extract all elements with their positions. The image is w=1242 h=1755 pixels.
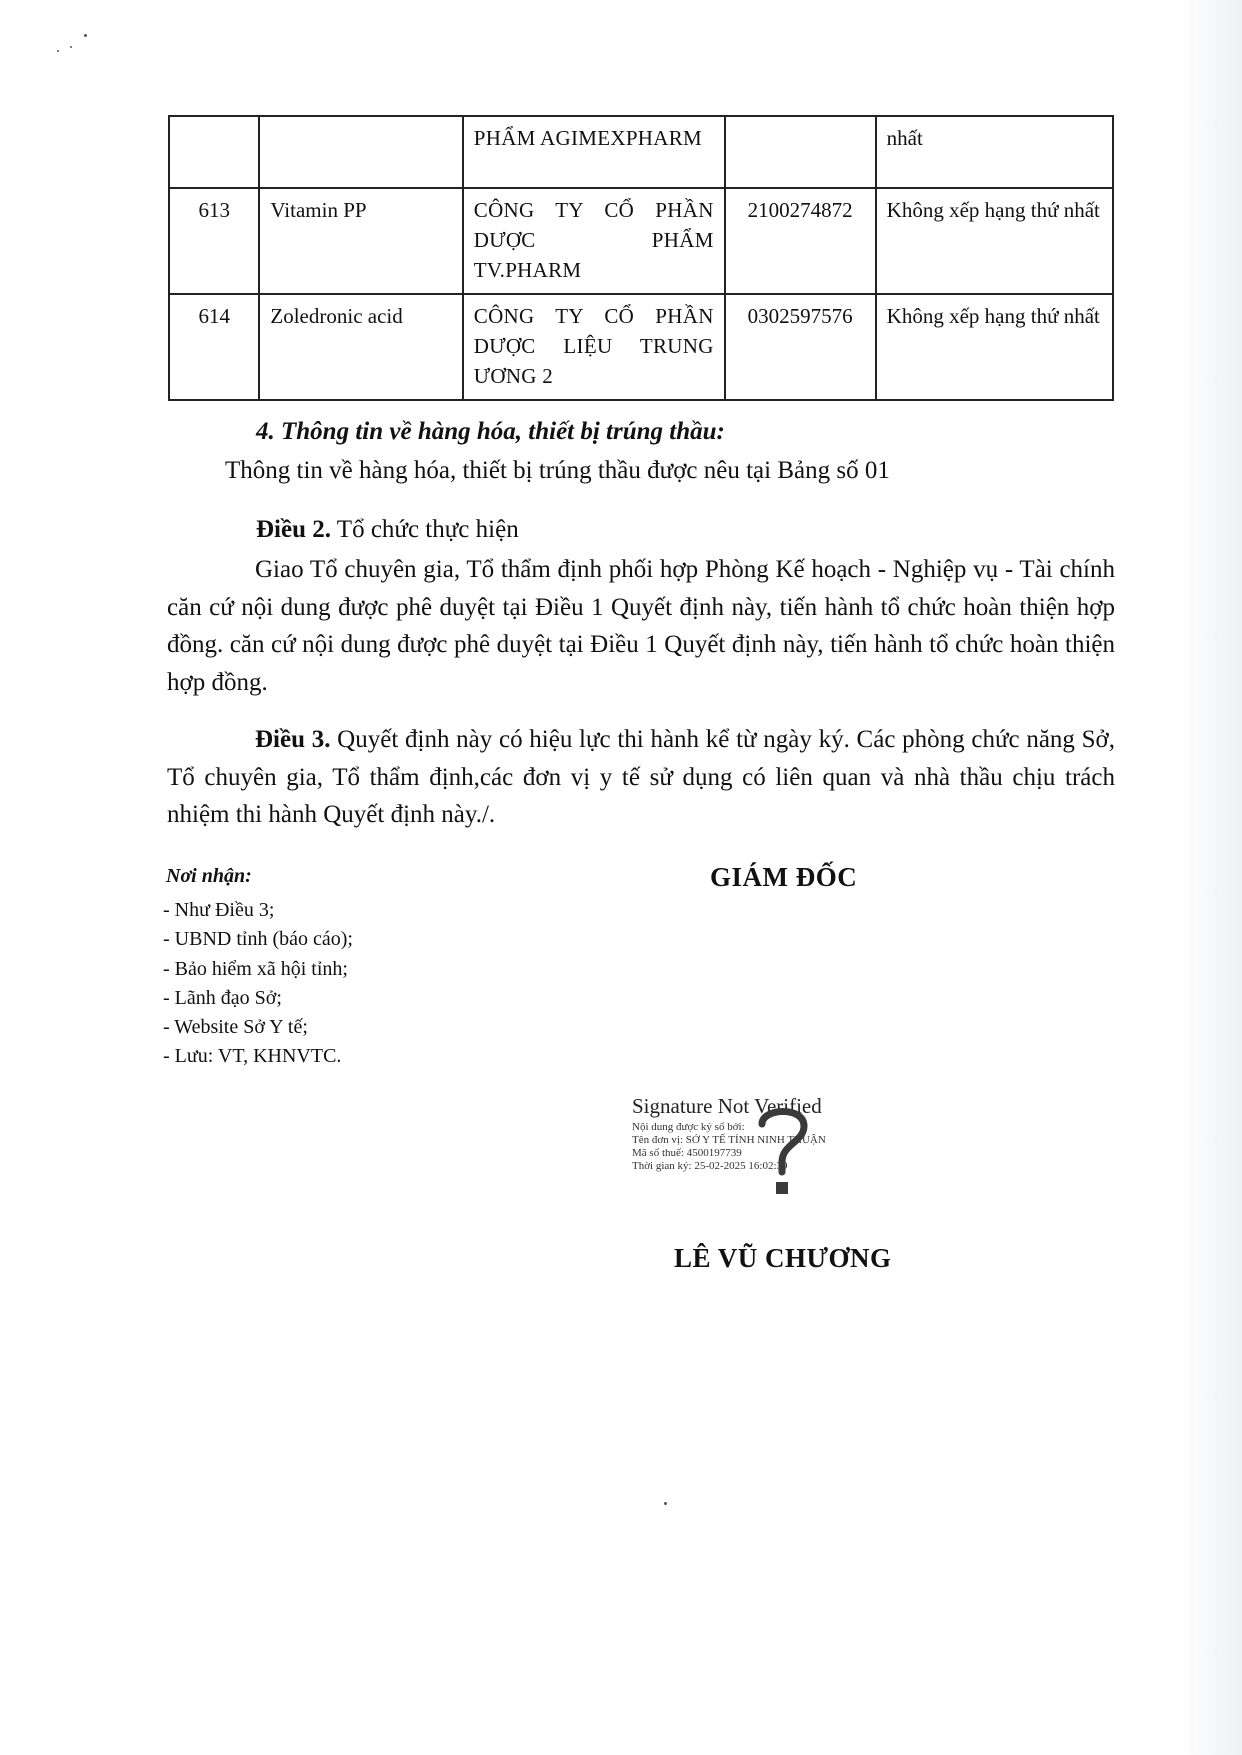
scan-speck [57, 50, 59, 52]
signature-unit: Tên đơn vị: SỞ Y TẾ TỈNH NINH THUẬN [632, 1134, 826, 1146]
scan-speck [664, 1502, 667, 1505]
article-2-title [256, 513, 519, 547]
recipients-title: Nơi nhận: [166, 865, 252, 887]
article-3-label: Điều 3. [255, 726, 331, 753]
cell-no [169, 116, 259, 188]
cell-no: 613 [169, 188, 259, 294]
cell-company: CÔNG TY CỔ PHẦN DƯỢC LIỆU TRUNG ƯƠNG 2 [463, 294, 725, 400]
signature-tax-code: Mã số thuế: 4500197739 [632, 1147, 742, 1159]
signature-signed-by: Nội dung được ký số bởi: [632, 1121, 745, 1133]
list-item: - Như Điều 3; [163, 899, 275, 921]
cell-company: PHẨM AGIMEXPHARM [463, 116, 725, 188]
list-item: - Website Sở Y tế; [163, 1016, 308, 1039]
scan-speck [84, 34, 87, 37]
cell-tax-code: 0302597576 [725, 294, 876, 400]
cell-ranking: nhất [876, 116, 1113, 188]
article-2-label: Điều 2. [256, 516, 331, 543]
cell-tax-code [725, 116, 876, 188]
list-item: - UBND tỉnh (báo cáo); [163, 928, 353, 951]
cell-drug-name [259, 116, 462, 188]
signature-time: Thời gian ký: 25-02-2025 16:02:39 [632, 1160, 788, 1172]
cell-tax-code: 2100274872 [725, 188, 876, 294]
digital-signature-block [632, 1094, 892, 1173]
cell-drug-name: Zoledronic acid [259, 294, 462, 400]
signer-name: LÊ VŨ CHƯƠNG [674, 1243, 892, 1273]
question-mark-icon [748, 1102, 818, 1202]
article-3-paragraph [167, 721, 1115, 834]
list-item: - Lưu: VT, KHNVTC. [163, 1045, 342, 1068]
article-2-body: Giao Tổ chuyên gia, Tổ thẩm định phối hợp Phòng Kế hoạch - Nghiệp vụ - Tài chính căn cứ nội dung được phê duyệt tại Điều 1 Quyết định này, tiến hành tổ chức hoàn thiện hợp đồng. căn cứ nội dung được phê duyệt tại Điều 1 Quyết định này, tiến hành tổ chức hoàn thiện hợp đồng. [167, 556, 1115, 696]
cell-ranking: Không xếp hạng thứ nhất [876, 188, 1113, 294]
table-row [169, 188, 1113, 294]
cell-ranking: Không xếp hạng thứ nhất [876, 294, 1113, 400]
director-title: GIÁM ĐỐC [710, 862, 858, 892]
scan-speck [70, 46, 72, 48]
cell-drug-name: Vitamin PP [259, 188, 462, 294]
list-item: - Bảo hiểm xã hội tỉnh; [163, 957, 348, 980]
table-row [169, 116, 1113, 188]
cell-no: 614 [169, 294, 259, 400]
section-4-heading: 4. Thông tin về hàng hóa, thiết bị trúng thầu: [256, 418, 725, 445]
bid-result-table [168, 115, 1114, 401]
article-3-body: Quyết định này có hiệu lực thi hành kể từ ngày ký. Các phòng chức năng Sở, Tổ chuyên gia, Tổ thẩm định,các đơn vị y tế sử dụng có liên quan và nhà thầu chịu trách nhiệm thi hành Quyết định này./. [167, 726, 1116, 828]
cell-company: CÔNG TY CỔ PHẦN DƯỢC PHẨM TV.PHARM [463, 188, 725, 294]
signature-status: Signature Not Verified [632, 1094, 822, 1118]
list-item: - Lãnh đạo Sở; [163, 986, 282, 1009]
scan-edge-shadow [1182, 0, 1242, 1755]
table-row [169, 294, 1113, 400]
recipients-list [163, 896, 353, 1072]
section-4-text: Thông tin về hàng hóa, thiết bị trúng thầu được nêu tại Bảng số 01 [225, 457, 890, 484]
article-2-title-text: Tổ chức thực hiện [331, 516, 519, 543]
